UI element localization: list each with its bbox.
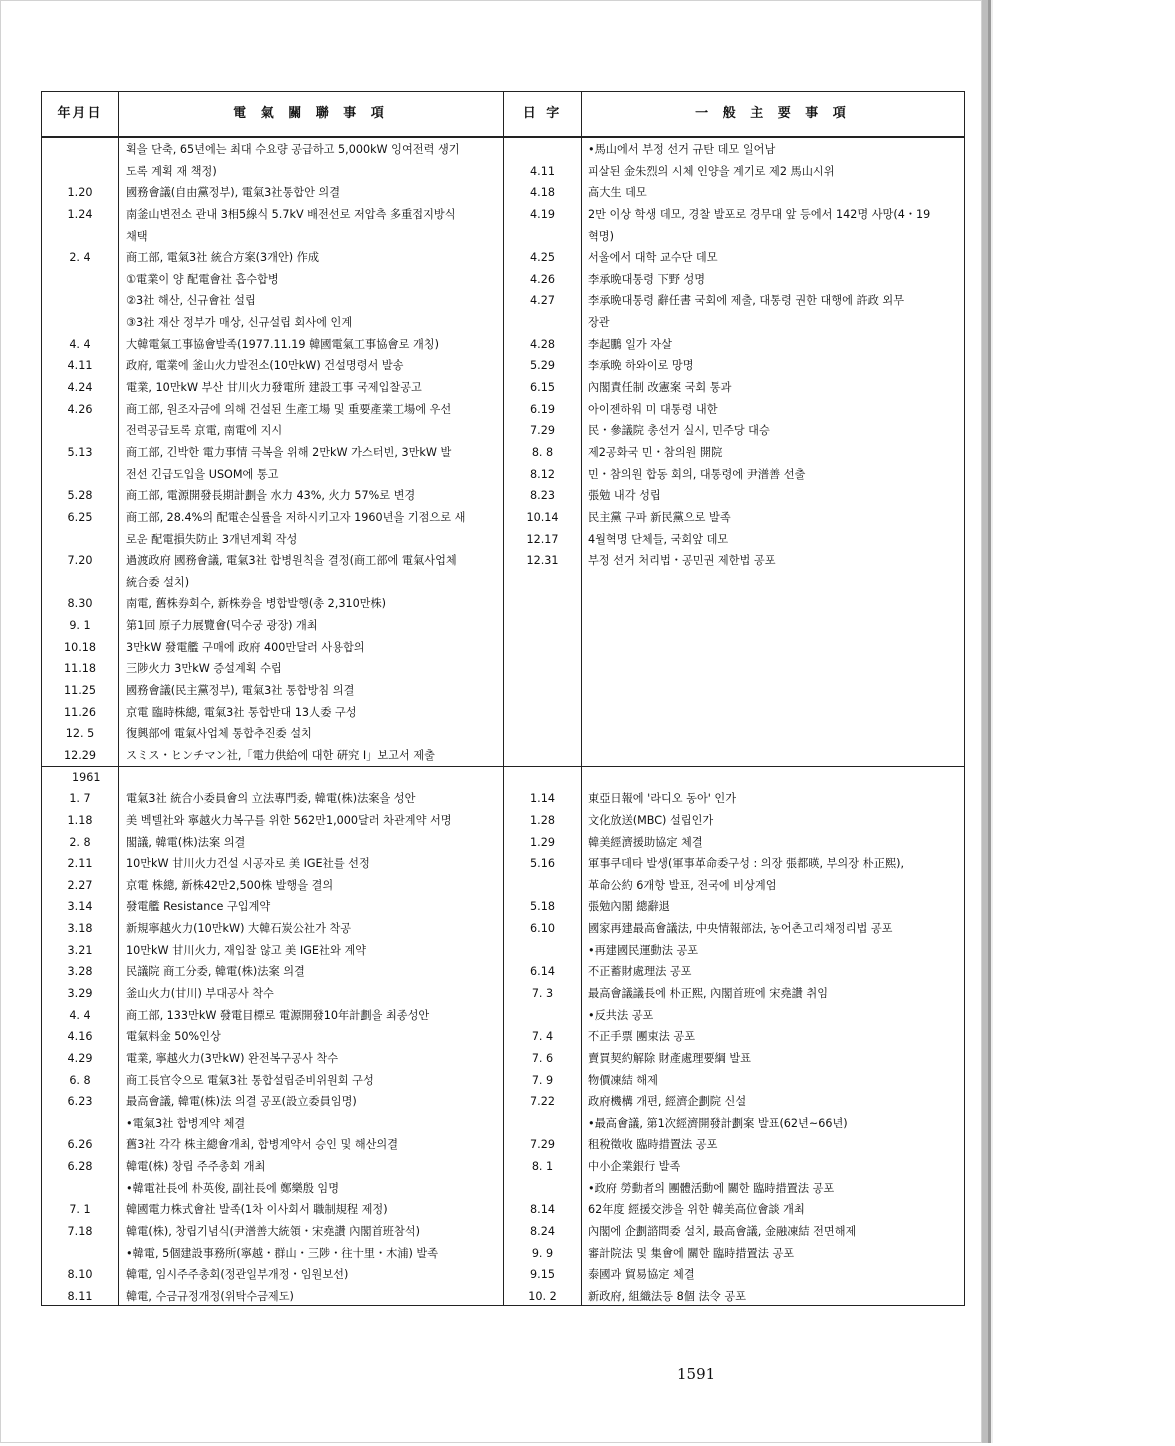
left-row-text: 復興部에 電氣사업체 통합추진委 설치 [126, 727, 312, 741]
right-row-text: 政府機構 개편, 經濟企劃院 신설 [588, 1095, 747, 1109]
left-row-date [42, 1178, 118, 1200]
left-row-date: 6.26 [67, 1138, 93, 1152]
right-row-text: 民・參議院 총선거 실시, 민주당 대승 [588, 424, 770, 438]
left-row-date [42, 269, 118, 291]
right-row-date [504, 940, 581, 962]
right-row-date [504, 658, 581, 680]
left-row-date: 1.24 [67, 207, 93, 221]
right-row-date [504, 1005, 581, 1027]
right-row-text: •反共法 공포 [588, 1008, 654, 1022]
left-row-date: 12.29 [63, 748, 97, 762]
right-row-text: 最高會議議長에 朴正熙, 內閣首班에 宋堯讚 취임 [588, 986, 829, 1000]
left-row-text: 京電 株總, 新株42만2,500株 발행을 결의 [126, 878, 334, 892]
left-row-date: 4.24 [67, 381, 93, 395]
right-row-date: 7. 3 [531, 986, 554, 1000]
right-row-date: 1.29 [530, 835, 555, 849]
right-row-date: 10. 2 [528, 1289, 557, 1303]
right-row-text: 李起鵬 일가 자살 [588, 337, 672, 351]
right-row-text: 中小企業銀行 발족 [588, 1160, 681, 1174]
right-row-date: 12.17 [526, 532, 559, 546]
left-row-date [42, 139, 118, 161]
left-row-date: 3.18 [67, 922, 93, 936]
left-row-date: 6.23 [67, 1095, 93, 1109]
left-row-text: 商工部, 電氣3社 統合方案(3개안) 作成 [126, 251, 320, 265]
right-row-date: 10.14 [526, 510, 559, 524]
right-row-text: 혁명) [588, 229, 614, 243]
right-row-date [504, 593, 581, 615]
right-row-text: 內閣에 企劃諮問委 설치, 最高會議, 金融凍結 전면해제 [588, 1225, 857, 1239]
left-row-text: 新規寧越火力(10만kW) 大韓石炭公社가 착공 [126, 922, 352, 936]
right-row-date: 6.14 [530, 965, 555, 979]
right-row-text: 不正蓄財處理法 공포 [588, 965, 692, 979]
left-row-text: 閣議, 韓電(株)法案 의결 [126, 835, 246, 849]
right-row-text [588, 615, 960, 637]
left-row-text: 획을 단축, 65년에는 최대 수요량 공급하고 5,000kW 잉여전력 생기 [126, 143, 460, 156]
right-row-date [504, 226, 581, 248]
right-row-date [504, 637, 581, 659]
right-row-date: 8.23 [530, 489, 555, 503]
left-row-text: 韓電(株), 창립기념식(尹潽善大統領・宋堯讚 內閣首班참석) [126, 1225, 420, 1239]
right-row-text: 國家再建最高會議法, 中央情報部法, 농어촌고리채정리법 공포 [588, 922, 893, 936]
left-row-date [42, 572, 118, 594]
left-date-column [42, 139, 118, 1308]
right-row-date: 8.14 [530, 1203, 555, 1217]
left-row-date [42, 226, 118, 248]
right-row-text [588, 658, 960, 680]
left-row-text: 電業, 10만kW 부산 甘川火力發電所 建設工事 국제입찰공고 [126, 381, 422, 395]
right-row-date: 4.27 [530, 294, 555, 308]
right-row-text: 文化放送(MBC) 설립인가 [588, 813, 714, 827]
right-row-date [504, 745, 581, 767]
right-row-text: 租稅徵收 臨時措置法 공포 [588, 1138, 718, 1152]
right-row-date: 4.26 [530, 272, 555, 286]
right-row-text: 不正手票 團束法 공포 [588, 1030, 696, 1044]
left-row-text: 政府, 電業에 釜山火力발전소(10만kW) 건설명령서 발송 [126, 359, 404, 373]
right-row-date [504, 702, 581, 724]
left-row-date [42, 1243, 118, 1265]
right-row-date: 4.28 [530, 337, 555, 351]
left-row-date: 8.10 [67, 1268, 93, 1282]
right-row-date: 9. 9 [531, 1246, 554, 1260]
right-row-date: 7. 4 [531, 1030, 554, 1044]
right-row-text: 泰國과 貿易協定 체결 [588, 1268, 695, 1282]
left-row-date [42, 420, 118, 442]
left-row-text: 民議院 商工分委, 韓電(株)法案 의결 [126, 965, 305, 979]
right-row-date [504, 1113, 581, 1135]
right-row-text [588, 637, 960, 659]
right-row-text: 아이젠하워 미 대통령 내한 [588, 402, 718, 416]
left-row-date: 3.29 [67, 986, 93, 1000]
right-row-date: 4.11 [530, 164, 555, 178]
left-row-text: 發電艦 Resistance 구입계약 [126, 900, 271, 914]
left-event-column [126, 139, 500, 1308]
right-row-date: 8.12 [530, 467, 555, 481]
right-row-date: 5.16 [530, 857, 555, 871]
left-row-text: 전선 긴급도입을 USOM에 통고 [126, 467, 279, 481]
right-row-date: 8. 1 [531, 1160, 554, 1174]
left-row-text: 國務會議(民主黨정부), 電氣3社 통합방침 의결 [126, 684, 355, 698]
right-row-text [588, 572, 960, 594]
left-row-date: 11.25 [63, 684, 97, 698]
right-row-date: 5.29 [530, 359, 555, 373]
left-row-text: 10만kW 甘川火力, 재입찰 않고 美 IGE社와 계약 [126, 943, 367, 957]
right-row-date: 9.15 [530, 1268, 555, 1282]
right-row-text: •再建國民運動法 공포 [588, 943, 699, 957]
left-row-date: 4.29 [67, 1051, 93, 1065]
left-row-text: 도록 계획 재 책정) [126, 164, 217, 178]
left-row-date: 6.28 [67, 1160, 93, 1174]
right-row-date [504, 615, 581, 637]
chronology-table [41, 91, 965, 1306]
left-row-date: 2.27 [67, 878, 93, 892]
left-row-text: 釜山火力(甘川) 부대공사 착수 [126, 986, 274, 1000]
left-row-text: 韓電, 임시주주총회(정관일부개정・임원보선) [126, 1268, 349, 1282]
right-row-text: 4월혁명 단체들, 국회앞 데모 [588, 532, 729, 546]
right-row-text: 62年度 經援交涉을 위한 韓美高位會談 개최 [588, 1203, 805, 1217]
right-row-text [588, 593, 960, 615]
right-row-date: 1.28 [530, 813, 555, 827]
right-row-text: 軍事쿠데타 발생(軍事革命委구성 : 의장 張都暎, 부의장 朴正熙), [588, 857, 905, 871]
right-row-date [504, 680, 581, 702]
left-row-date: 4. 4 [69, 1008, 91, 1022]
right-row-date: 5.18 [530, 900, 555, 914]
right-row-date: 6.19 [530, 402, 555, 416]
right-row-text: 서울에서 대학 교수단 데모 [588, 251, 718, 265]
right-row-text: 民主黨 구파 新民黨으로 발족 [588, 510, 731, 524]
right-event-column [588, 139, 960, 1308]
left-row-text: 10만kW 甘川火力건설 시공자로 美 IGE社를 선정 [126, 857, 370, 871]
left-row-text: 3만kW 發電艦 구매에 政府 400만달러 사용합의 [126, 640, 365, 654]
right-row-text [588, 723, 960, 745]
right-row-text: 張勉 내각 성립 [588, 489, 661, 503]
right-row-text: •馬山에서 부정 선거 규탄 데모 일어남 [588, 143, 776, 156]
left-row-text: 채택 [126, 229, 148, 243]
left-row-text: 最高會議, 韓電(株)法 의결 공포(設立委員임명) [126, 1095, 357, 1109]
left-row-text: 商工部, 電源開發長期計劃을 水力 43%, 火力 57%로 변경 [126, 489, 416, 503]
left-row-text: 電氣料金 50%인상 [126, 1030, 221, 1044]
left-row-text: 美 벡텔社와 寧越火力복구를 위한 562만1,000달러 차관계약 서명 [126, 813, 452, 827]
right-row-text [588, 680, 960, 702]
left-row-text: •韓電社長에 朴英俊, 副社長에 鄭樂殷 임명 [126, 1181, 340, 1195]
right-row-text: 민・참의원 합동 회의, 대통령에 尹潽善 선출 [588, 467, 806, 481]
left-row-date: 4.26 [67, 402, 93, 416]
header-general-events: 一 般 主 要 事 項 [695, 106, 851, 121]
left-row-date: 7.18 [67, 1225, 93, 1239]
left-row-date: 8.30 [67, 597, 93, 611]
column-divider [581, 92, 582, 1305]
right-row-date: 4.19 [530, 207, 555, 221]
left-row-text: •韓電, 5個建設事務所(寧越・群山・三陟・往十里・木浦) 발족 [126, 1246, 439, 1260]
left-row-date [42, 464, 118, 486]
left-row-text: 商工部, 133만kW 發電目標로 電源開發10年計劃을 최종성안 [126, 1008, 430, 1022]
right-row-date [504, 1178, 581, 1200]
right-row-date [504, 875, 581, 897]
right-row-date: 7.29 [530, 1138, 555, 1152]
left-row-text: スミス・ヒンチマン社,「電力供給에 대한 硏究 I」보고서 제출 [126, 748, 435, 762]
left-row-text: 過渡政府 國務會議, 電氣3社 합병원칙을 결정(商工部에 電氣사업체 [126, 554, 457, 568]
right-row-text: 賣買契約解除 財產處理要綱 발표 [588, 1051, 751, 1065]
left-row-date: 11.18 [63, 662, 97, 676]
left-row-date: 4.16 [67, 1030, 93, 1044]
right-row-text: 新政府, 組織法등 8個 法令 공포 [588, 1289, 747, 1303]
right-row-text: 李承晩대통령 下野 성명 [588, 272, 706, 286]
right-row-text: 제2공화국 민・참의원 開院 [588, 445, 723, 459]
left-row-date [42, 161, 118, 183]
left-row-date: 2. 4 [69, 251, 91, 265]
header-date-right: 日 字 [522, 106, 563, 121]
right-row-date: 7.22 [530, 1095, 555, 1109]
left-row-text: 商工長官令으로 電氣3社 통합설립준비위원회 구성 [126, 1073, 374, 1087]
right-row-text: 韓美經濟援助協定 체결 [588, 835, 703, 849]
right-row-text: 審計院法 및 集會에 關한 臨時措置法 공포 [588, 1246, 795, 1260]
column-divider [118, 92, 119, 1305]
right-row-text: •最高會議, 第1次經濟開發計劃案 발표(62년~66년) [588, 1116, 848, 1130]
right-row-text: 피살된 金朱烈의 시체 인양을 계기로 제2 馬山시위 [588, 164, 835, 178]
left-row-text: 韓電(株) 창립 주주총회 개최 [126, 1160, 266, 1174]
left-row-date [42, 312, 118, 334]
left-row-date: 4.11 [67, 359, 93, 373]
right-row-text: 張勉內閣 總辭退 [588, 900, 670, 914]
left-row-text [126, 767, 500, 789]
right-row-date: 6.10 [530, 922, 555, 936]
left-row-date: 4. 4 [69, 337, 91, 351]
left-row-text: 韓電, 수금규정개정(위탁수금제도) [126, 1289, 294, 1303]
right-row-date: 12.31 [526, 554, 559, 568]
left-row-text: 國務會議(自由黨정부), 電氣3社통합안 의결 [126, 186, 341, 200]
right-row-date [504, 767, 581, 789]
right-row-text: 東亞日報에 '라디오 동아' 인가 [588, 792, 737, 806]
left-row-date: 3.14 [67, 900, 93, 914]
right-row-text [588, 702, 960, 724]
left-row-text: ②3社 해산, 신규會社 설립 [126, 294, 256, 308]
right-row-date [504, 572, 581, 594]
left-row-date: 11.26 [63, 705, 97, 719]
left-row-text: 電業, 寧越火力(3만kW) 완전복구공사 착수 [126, 1051, 339, 1065]
left-row-date [42, 1113, 118, 1135]
left-row-text: 南電, 舊株券회수, 新株券을 병합발행(총 2,310만株) [126, 597, 387, 611]
left-row-date: 2.11 [67, 857, 93, 871]
right-row-date: 7.29 [530, 424, 555, 438]
left-row-date: 12. 5 [65, 727, 95, 741]
left-row-date: 1961 [72, 770, 101, 784]
right-row-date: 6.15 [530, 381, 555, 395]
left-row-date: 1. 7 [69, 792, 91, 806]
left-row-text: 三陟火力 3만kW 증설계획 수립 [126, 662, 282, 676]
right-row-text: 장관 [588, 316, 610, 330]
left-row-date: 5.28 [67, 489, 93, 503]
left-row-date: 3.28 [67, 965, 93, 979]
right-row-date [504, 723, 581, 745]
header-date-left: 年月日 [57, 106, 103, 121]
right-row-text: 부정 선거 처리법・공민권 제한법 공포 [588, 554, 776, 568]
right-row-date: 8. 8 [531, 445, 554, 459]
left-row-date: 7.20 [67, 554, 93, 568]
right-row-text: 革命公約 6개항 발표, 전국에 비상계엄 [588, 878, 777, 892]
right-row-text [588, 745, 960, 767]
left-row-date: 5.13 [67, 445, 93, 459]
right-row-text: 物價凍結 해제 [588, 1073, 658, 1087]
right-row-date [504, 312, 581, 334]
left-row-text: 統合委 설치) [126, 575, 190, 589]
left-row-date: 3.21 [67, 943, 93, 957]
right-row-text: 內閣責任制 改憲案 국회 통과 [588, 381, 732, 395]
left-row-text: 商工部, 긴박한 電力事情 극복을 위해 2만kW 가스터빈, 3만kW 발 [126, 445, 452, 459]
left-row-date: 9. 1 [69, 619, 91, 633]
left-row-text: ③3社 재산 정부가 매상, 신규설립 회사에 인계 [126, 316, 353, 330]
left-row-text: 南釜山변전소 관내 3相5線식 5.7kV 배전선로 저압측 多重접지방식 [126, 207, 456, 221]
left-row-text: 舊3社 각각 株主總會개최, 합병계약서 승인 및 해산의결 [126, 1138, 399, 1152]
left-row-text: 전력공급토록 京電, 南電에 지시 [126, 424, 283, 438]
left-row-date [42, 290, 118, 312]
left-row-text: 電氣3社 統合小委員會의 立法專門委, 韓電(株)法案을 성안 [126, 792, 416, 806]
left-row-text: 大韓電氣工事協會발족(1977.11.19 韓國電氣工事協會로 개칭) [126, 337, 439, 351]
right-row-text: 李承晩 하와이로 망명 [588, 359, 694, 373]
right-row-date: 4.25 [530, 251, 555, 265]
left-row-text: 商工部, 28.4%의 配電손실률을 저하시키고자 1960년을 기점으로 새 [126, 510, 466, 524]
left-row-text: 로운 配電損失防止 3개년계획 작성 [126, 532, 298, 546]
right-row-date: 1.14 [530, 792, 555, 806]
right-row-text: 李承晩대통령 辭任書 국회에 제출, 대통령 권한 대행에 許政 외무 [588, 294, 905, 308]
left-row-text: 商工部, 원조자금에 의해 건설된 生產工場 및 重要產業工場에 우선 [126, 402, 452, 416]
left-row-date: 1.18 [67, 813, 93, 827]
left-row-date: 1.20 [67, 186, 93, 200]
left-row-date: 7. 1 [69, 1203, 91, 1217]
left-row-date: 10.18 [63, 640, 97, 654]
right-row-date: 7. 6 [531, 1051, 554, 1065]
left-row-date: 6. 8 [69, 1073, 91, 1087]
left-row-text: 京電 臨時株總, 電氣3社 통합반대 13人委 구성 [126, 705, 357, 719]
left-row-text: 韓國電力株式會社 발족(1차 이사회서 職制規程 제정) [126, 1203, 388, 1217]
right-row-date [504, 139, 581, 161]
right-row-date: 7. 9 [531, 1073, 554, 1087]
left-row-date: 6.25 [67, 510, 93, 524]
left-row-date [42, 529, 118, 551]
left-row-date: 2. 8 [69, 835, 91, 849]
left-row-text: ①電業이 양 配電會社 흡수합병 [126, 272, 279, 286]
right-row-text: 高大生 데모 [588, 186, 647, 200]
right-date-column [504, 139, 581, 1308]
left-row-text: 第1回 原子力展覽會(덕수궁 광장) 개최 [126, 619, 318, 633]
right-row-text: 2만 이상 학생 데모, 경찰 발포로 경무대 앞 등에서 142명 사망(4・19 [588, 207, 931, 221]
page-number: 1591 [677, 1365, 716, 1383]
header-electric-events: 電 氣 關 聯 事 項 [233, 106, 389, 121]
right-row-date: 8.24 [530, 1225, 555, 1239]
right-row-date: 4.18 [530, 186, 555, 200]
left-row-text: •電氣3社 합병계약 체결 [126, 1116, 246, 1130]
right-row-text [588, 767, 960, 789]
left-row-date: 8.11 [67, 1289, 93, 1303]
right-row-text: •政府 勞動者의 團體活動에 關한 臨時措置法 공포 [588, 1181, 835, 1195]
